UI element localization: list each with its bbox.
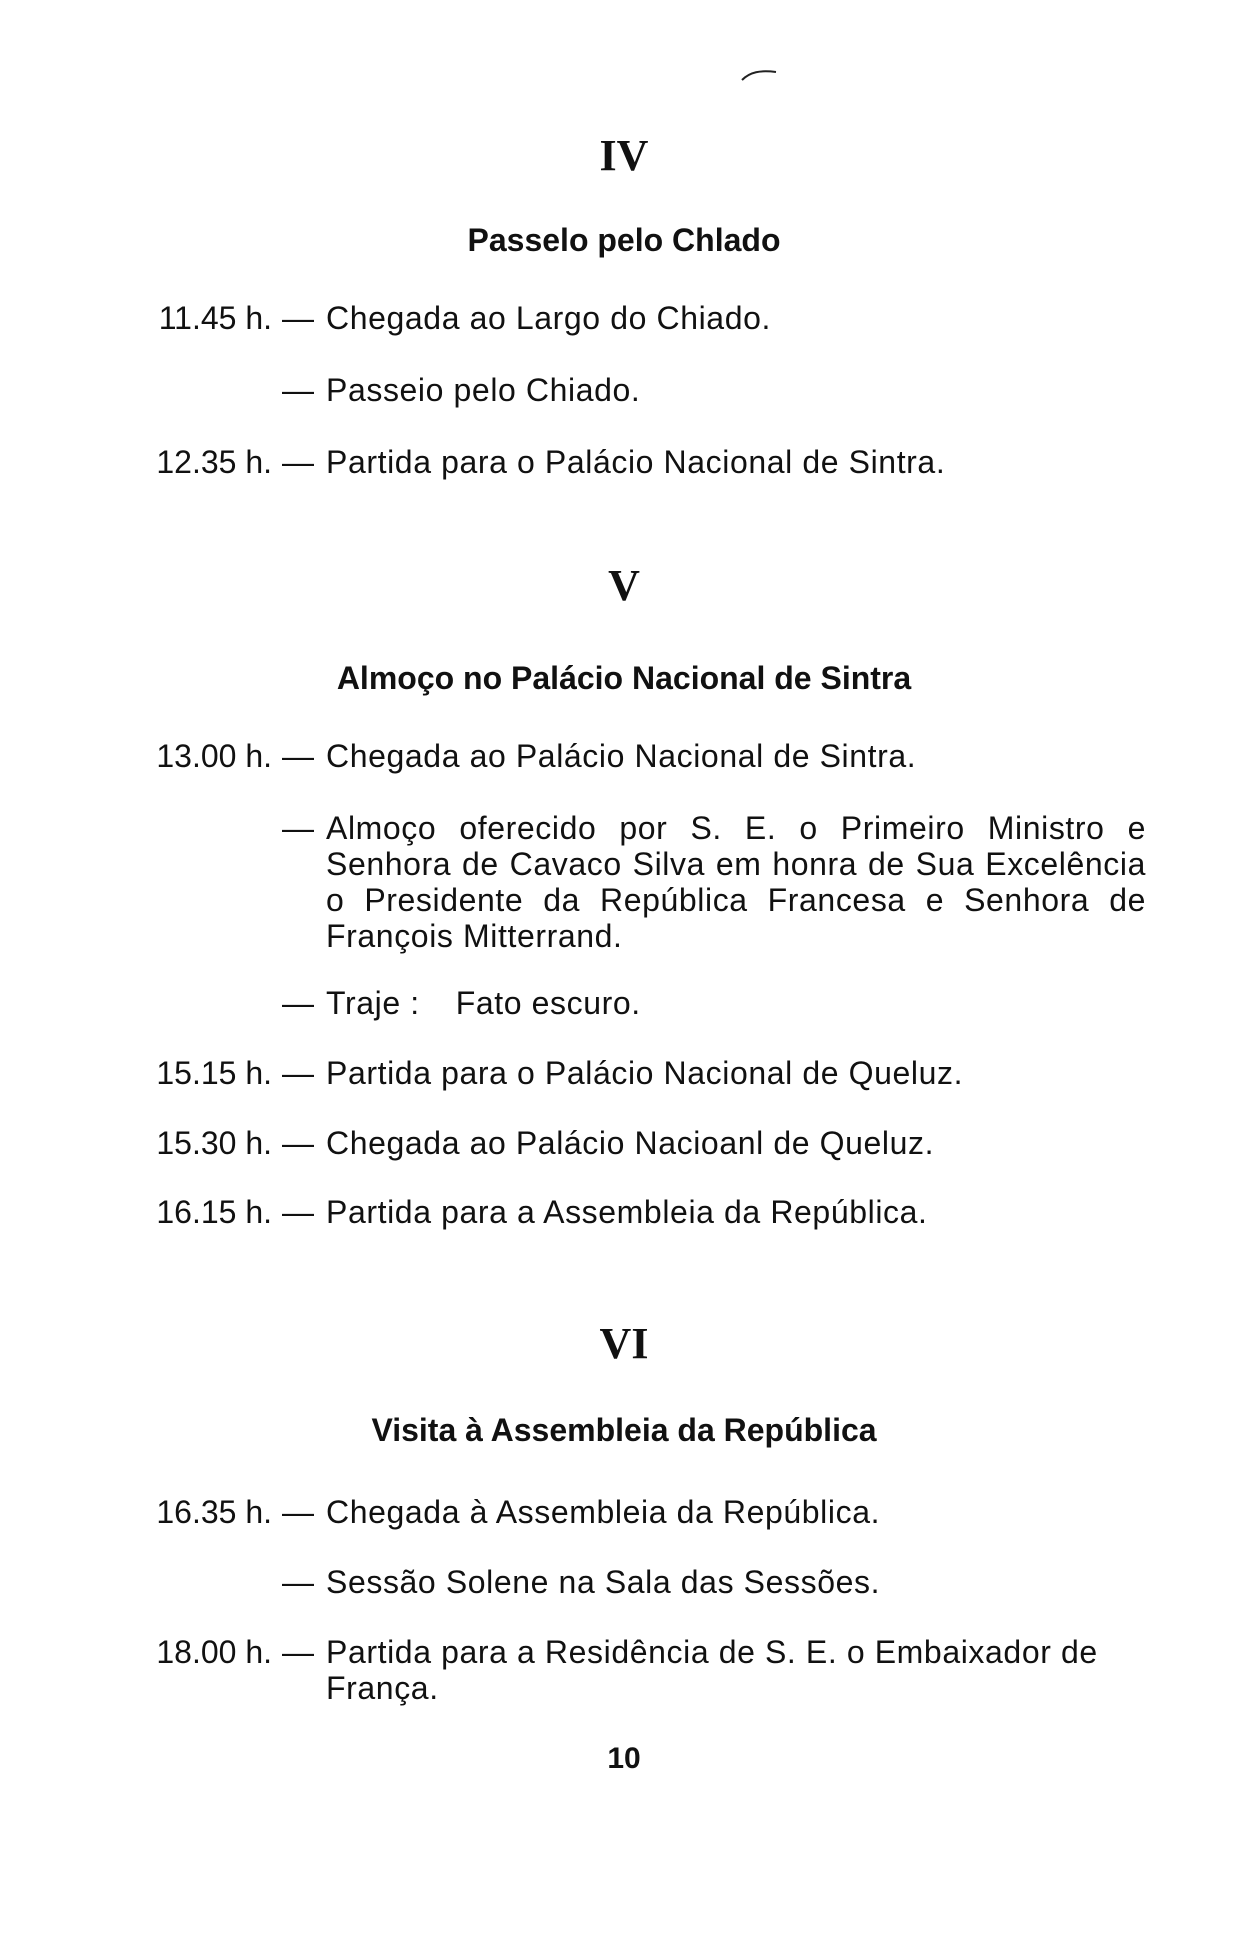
entry-text: Partida para o Palácio Nacional de Sintra. [326, 444, 946, 480]
entry-text: Almoço oferecido por S. E. o Primeiro Ministro e Senhora de Cavaco Silva em honra de Sua Excelência o Presidente da República Francesa e Senhora de François Mitterrand. [326, 810, 1146, 954]
entry-text: Chegada à Assembleia da República. [326, 1494, 881, 1530]
entry-time: 13.00 h. [156, 738, 272, 774]
entry-dash: — [282, 1055, 314, 1091]
section-number-vi: VI [599, 1319, 649, 1368]
entry-time: 11.45 h. [158, 300, 272, 336]
entry-time: 16.35 h. [156, 1494, 272, 1530]
section-title-v: Almoço no Palácio Nacional de Sintra [336, 660, 912, 696]
entry-dash: — [282, 1125, 314, 1161]
dress-code-label: Traje : [326, 985, 420, 1021]
entry-text: Chegada ao Palácio Nacional de Sintra. [326, 738, 917, 774]
entry-text: Partida para a Residência de S. E. o Embaixador de França. [326, 1634, 1098, 1706]
entry-dash: — [282, 1494, 314, 1530]
entry-dash: — [282, 738, 314, 774]
section-title-vi: Visita à Assembleia da República [371, 1412, 877, 1448]
dress-code-value: Fato escuro. [455, 985, 641, 1021]
entry-text: Chegada ao Largo do Chiado. [326, 300, 771, 336]
entry-time: 15.15 h. [156, 1055, 272, 1091]
entry-text: Partida para o Palácio Nacional de Queluz. [326, 1055, 964, 1091]
entry-text: Sessão Solene na Sala das Sessões. [326, 1564, 881, 1600]
entry-time: 18.00 h. [156, 1634, 272, 1670]
entry-text: Partida para a Assembleia da República. [326, 1194, 928, 1230]
entry-dash: — [282, 985, 314, 1021]
section-number-iv: IV [599, 131, 649, 180]
entry-text [326, 985, 1146, 1021]
entry-time: 12.35 h. [156, 444, 272, 480]
entry-dash: — [282, 444, 314, 480]
entry-dash: — [282, 1564, 314, 1600]
entry-text: Passeio pelo Chiado. [326, 372, 641, 408]
entry-dash: — [282, 300, 314, 336]
ink-mark [740, 68, 778, 82]
section-number-v: V [608, 561, 640, 610]
entry-dash: — [282, 810, 314, 846]
entry-time: 16.15 h. [156, 1194, 272, 1230]
entry-time: 15.30 h. [156, 1125, 272, 1161]
entry-dash: — [282, 1194, 314, 1230]
entry-text: Chegada ao Palácio Nacioanl de Queluz. [326, 1125, 935, 1161]
section-title-iv: Passelo pelo Chlado [467, 222, 781, 258]
entry-dash: — [282, 372, 314, 408]
entry-dash: — [282, 1634, 314, 1670]
page-number: 10 [607, 1742, 641, 1775]
